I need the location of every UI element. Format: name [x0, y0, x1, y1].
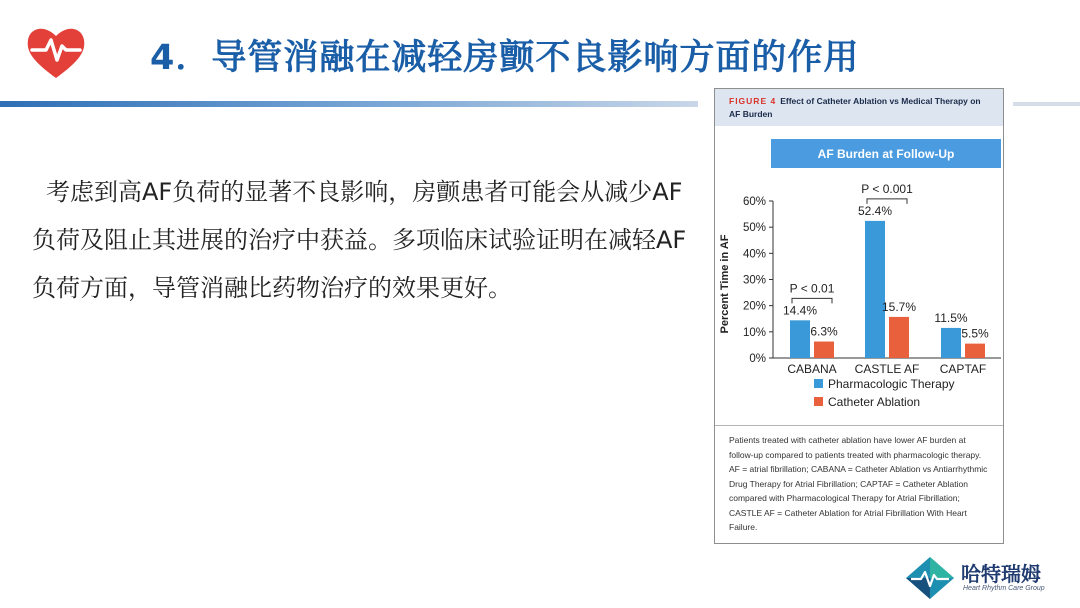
bar-value-label: 11.5%	[934, 310, 968, 325]
significance-label: P < 0.01	[789, 281, 835, 296]
figure-title: Effect of Catheter Ablation vs Medical Therapy on AF Burden	[729, 96, 981, 119]
bar-value-label: 15.7%	[881, 299, 917, 314]
significance-label: P < 0.001	[861, 181, 913, 196]
legend-label: Pharmacologic Therapy	[828, 377, 955, 391]
brand-diamond-icon	[905, 556, 955, 600]
y-tick-label: 20%	[742, 300, 766, 313]
brand-name-en: Heart Rhythm Care Group	[963, 585, 1045, 592]
y-tick-label: 60%	[742, 196, 766, 208]
x-category-label: CAPTAF	[939, 362, 987, 376]
bar-value-label: 52.4%	[857, 203, 893, 218]
bar	[941, 328, 961, 358]
x-category-label: CABANA	[787, 362, 837, 376]
bar	[889, 317, 909, 358]
legend-swatch	[814, 379, 823, 388]
figure-heading	[715, 89, 1003, 126]
y-axis-label: Percent Time in AF	[719, 234, 731, 334]
figure-panel	[714, 88, 1004, 544]
y-tick-label: 30%	[742, 274, 766, 287]
legend-swatch	[814, 397, 823, 406]
bar-value-label: 14.4%	[782, 303, 818, 318]
bar	[790, 320, 810, 358]
bar-value-label: 6.3%	[810, 324, 838, 339]
brand-name-cn: 哈特瑞姆	[961, 562, 1041, 586]
x-category-label: CASTLE AF	[854, 362, 920, 376]
header-divider	[0, 101, 698, 107]
figure-caption: Patients treated with catheter ablation have lower AF burden at follow-up compared to patients treated with pharmacologic therapy. AF = atrial fibrillation; CABANA = Catheter Ablation vs Antiarrhythmic Drug Therapy for Atrial Fibrillation; CAPTAF = Catheter Ablation compared with Pharmacological Therapy for Atrial Fibrillation; CASTLE AF = Catheter Ablation for Atrial Fibrillation With Heart Failure.	[729, 435, 988, 532]
bar	[965, 344, 985, 358]
body-paragraph: 考虑到高AF负荷的显著不良影响，房颤患者可能会从减少AF负荷及阻止其进展的治疗中获益。多项临床试验证明在减轻AF负荷方面，导管消融比药物治疗的效果更好。	[32, 178, 687, 302]
y-tick-label: 10%	[742, 326, 766, 339]
slide-title: 4．导管消融在减轻房颤不良影响方面的作用	[150, 38, 860, 78]
chart-title: AF Burden at Follow-Up	[817, 147, 955, 161]
legend-label: Catheter Ablation	[828, 395, 921, 409]
y-tick-label: 50%	[742, 222, 766, 235]
heart-pulse-icon	[24, 22, 88, 82]
y-tick-label: 0%	[749, 353, 766, 365]
bar-value-label: 5.5%	[961, 326, 989, 341]
figure-label: FIGURE 4	[729, 96, 777, 106]
bar	[865, 221, 885, 358]
af-burden-chart	[715, 126, 1003, 424]
bar	[814, 342, 834, 358]
caption-divider	[715, 425, 1003, 426]
header-divider-right	[1013, 102, 1080, 106]
brand-logo	[905, 556, 1055, 600]
y-tick-label: 40%	[742, 248, 766, 261]
